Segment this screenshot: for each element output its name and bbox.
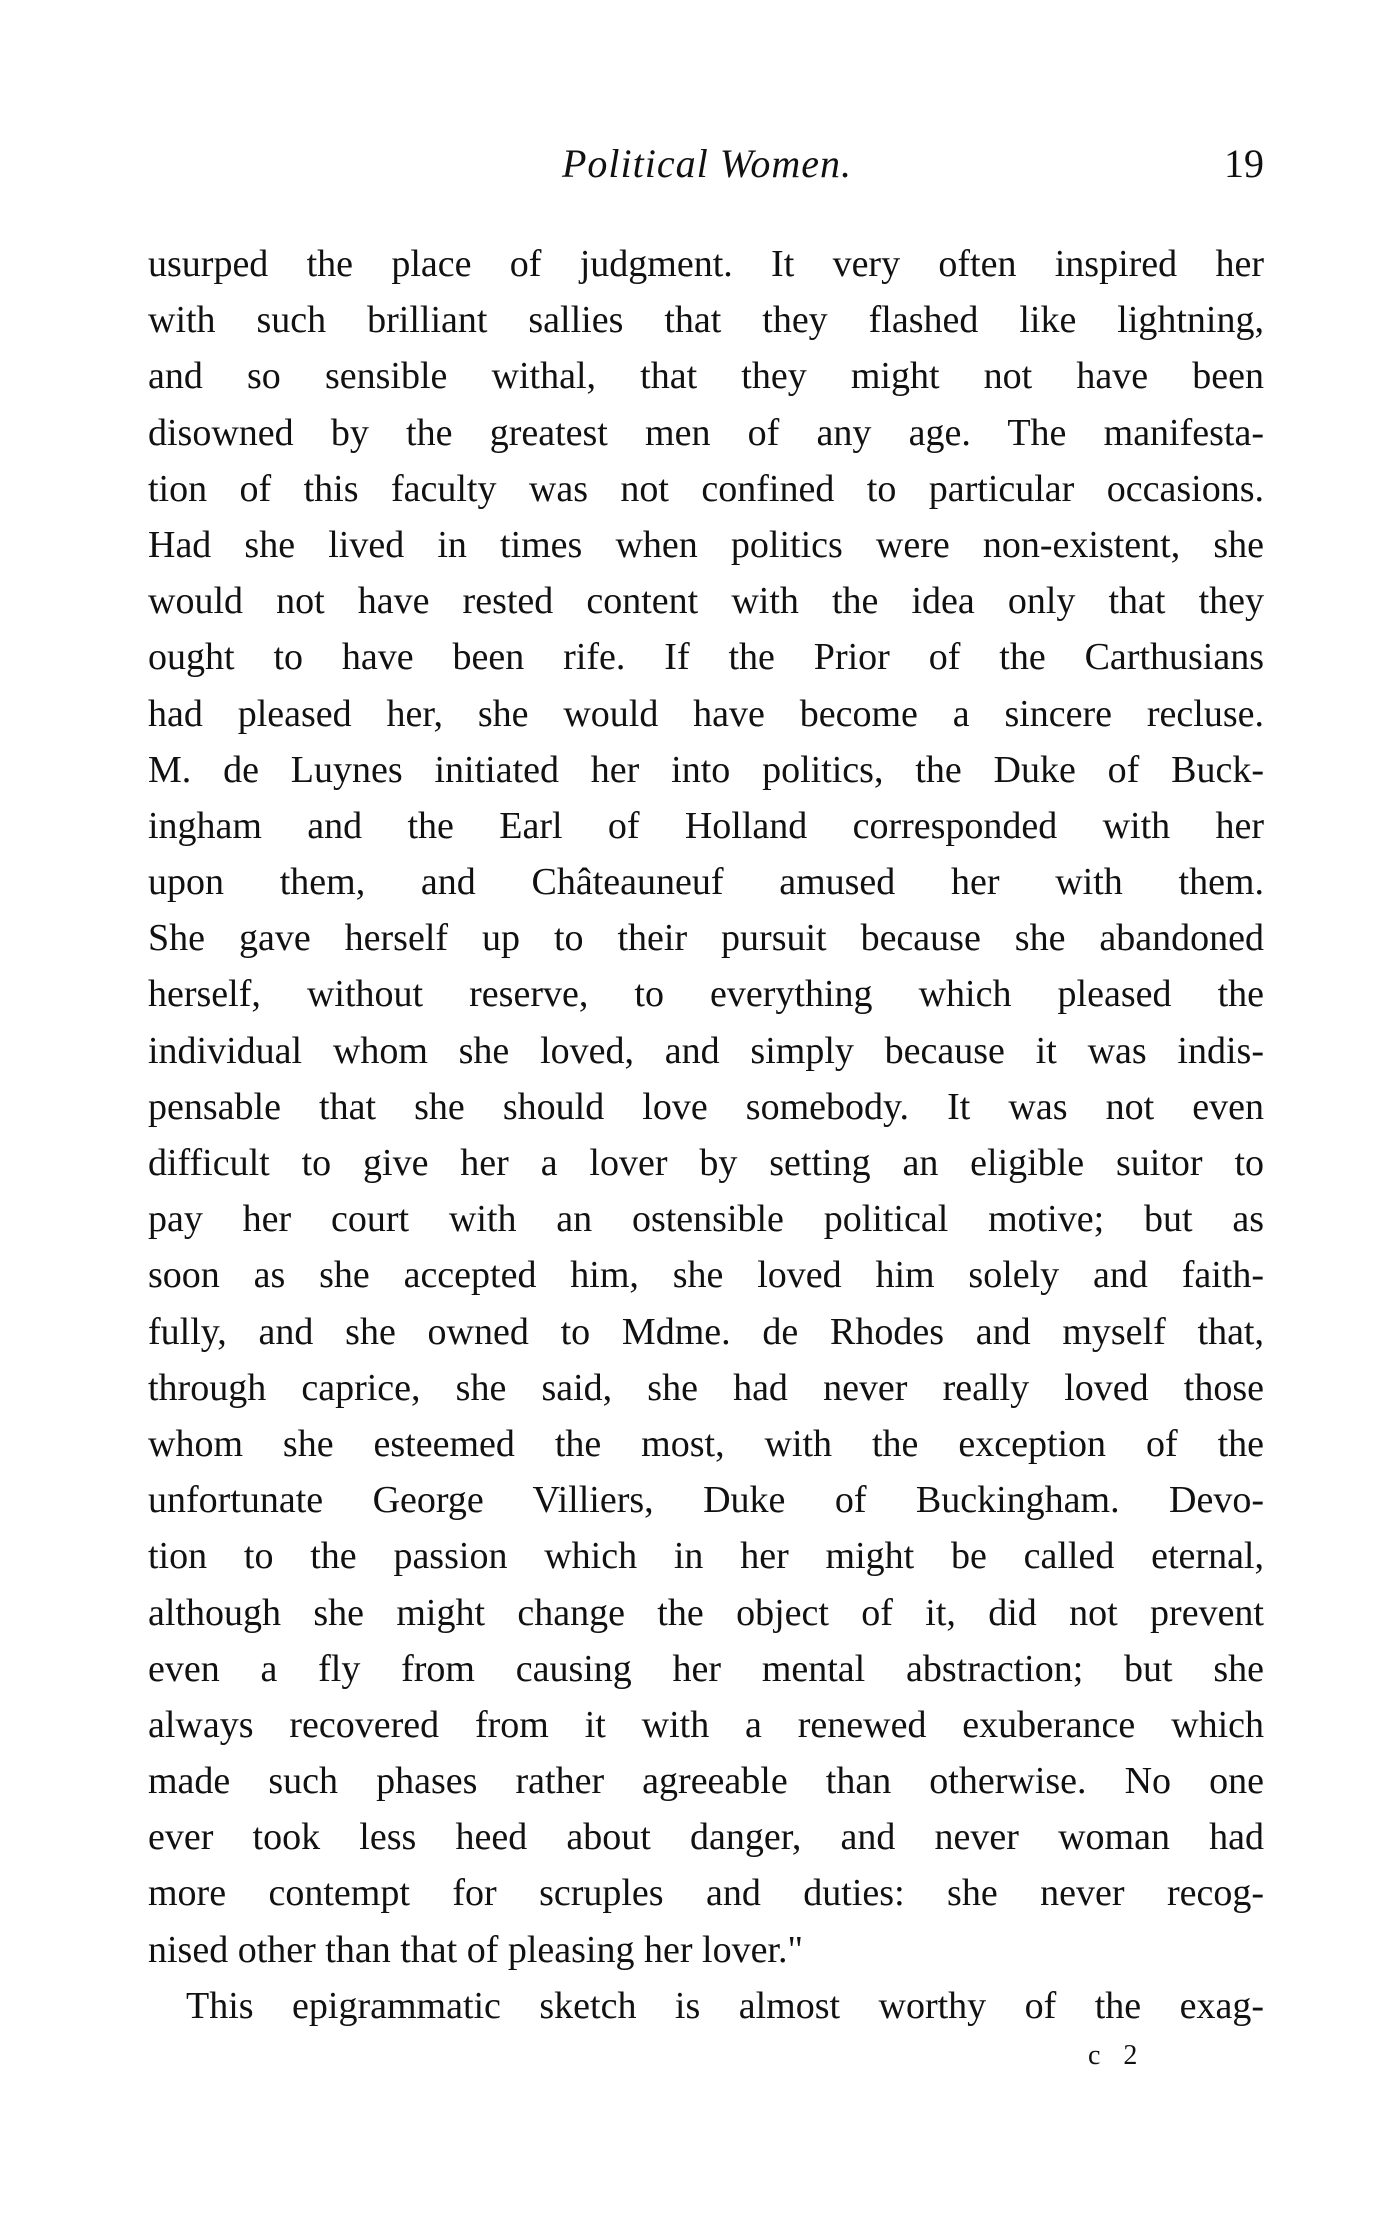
text-line: tion to the passion which in her might be called eternal,: [148, 1535, 1264, 1578]
text-line: herself, without reserve, to everything which pleased the: [148, 973, 1264, 1016]
text-line: even a fly from causing her mental abstraction; but she: [148, 1647, 1264, 1690]
text-line: pay her court with an ostensible political motive; but as: [148, 1198, 1264, 1241]
signature-mark: c 2: [1088, 2040, 1146, 2071]
running-head: [150, 140, 1264, 190]
text-line: and so sensible withal, that they might not have been: [148, 355, 1264, 398]
text-line: soon as she accepted him, she loved him solely and faith-: [148, 1254, 1264, 1297]
text-line: through caprice, she said, she had never really loved those: [148, 1366, 1264, 1409]
text-line: made such phases rather agreeable than otherwise. No one: [148, 1760, 1264, 1803]
page-number: 19: [1224, 141, 1264, 186]
body-text: [148, 236, 1264, 2034]
running-head-title: Political Women.: [561, 141, 853, 186]
text-line: ingham and the Earl of Holland corresponded with her: [148, 804, 1264, 847]
text-line: more contempt for scruples and duties: she never recog-: [148, 1872, 1264, 1915]
text-line: although she might change the object of it, did not prevent: [148, 1591, 1264, 1634]
text-line: ever took less heed about danger, and never woman had: [148, 1816, 1264, 1859]
text-line: ought to have been rife. If the Prior of the Carthusians: [148, 636, 1264, 679]
text-line: with such brilliant sallies that they flashed like lightning,: [148, 299, 1264, 342]
text-line: disowned by the greatest men of any age. The manifesta-: [148, 411, 1264, 454]
text-line: Had she lived in times when politics were non-existent, she: [148, 523, 1264, 566]
text-line: unfortunate George Villiers, Duke of Buckingham. Devo-: [148, 1479, 1264, 1522]
text-line: individual whom she loved, and simply because it was indis-: [148, 1029, 1264, 1072]
text-line: would not have rested content with the idea only that they: [148, 580, 1264, 623]
text-line: whom she esteemed the most, with the exception of the: [148, 1422, 1264, 1465]
text-line: nised other than that of pleasing her lover.": [148, 1928, 803, 1971]
text-line: had pleased her, she would have become a sincere recluse.: [148, 692, 1264, 735]
text-line: tion of this faculty was not confined to particular occasions.: [148, 467, 1264, 510]
text-line: M. de Luynes initiated her into politics, the Duke of Buck-: [148, 748, 1264, 791]
text-line: fully, and she owned to Mdme. de Rhodes and myself that,: [148, 1310, 1264, 1353]
text-line: pensable that she should love somebody. It was not even: [148, 1085, 1264, 1128]
text-line: She gave herself up to their pursuit because she abandoned: [148, 917, 1264, 960]
text-line: always recovered from it with a renewed exuberance which: [148, 1703, 1264, 1746]
text-line: This epigrammatic sketch is almost worthy of the exag-: [186, 1984, 1264, 2027]
text-line: difficult to give her a lover by setting an eligible suitor to: [148, 1142, 1264, 1184]
text-line: usurped the place of judgment. It very often inspired her: [148, 243, 1264, 285]
text-line: upon them, and Châteauneuf amused her with them.: [148, 861, 1264, 904]
